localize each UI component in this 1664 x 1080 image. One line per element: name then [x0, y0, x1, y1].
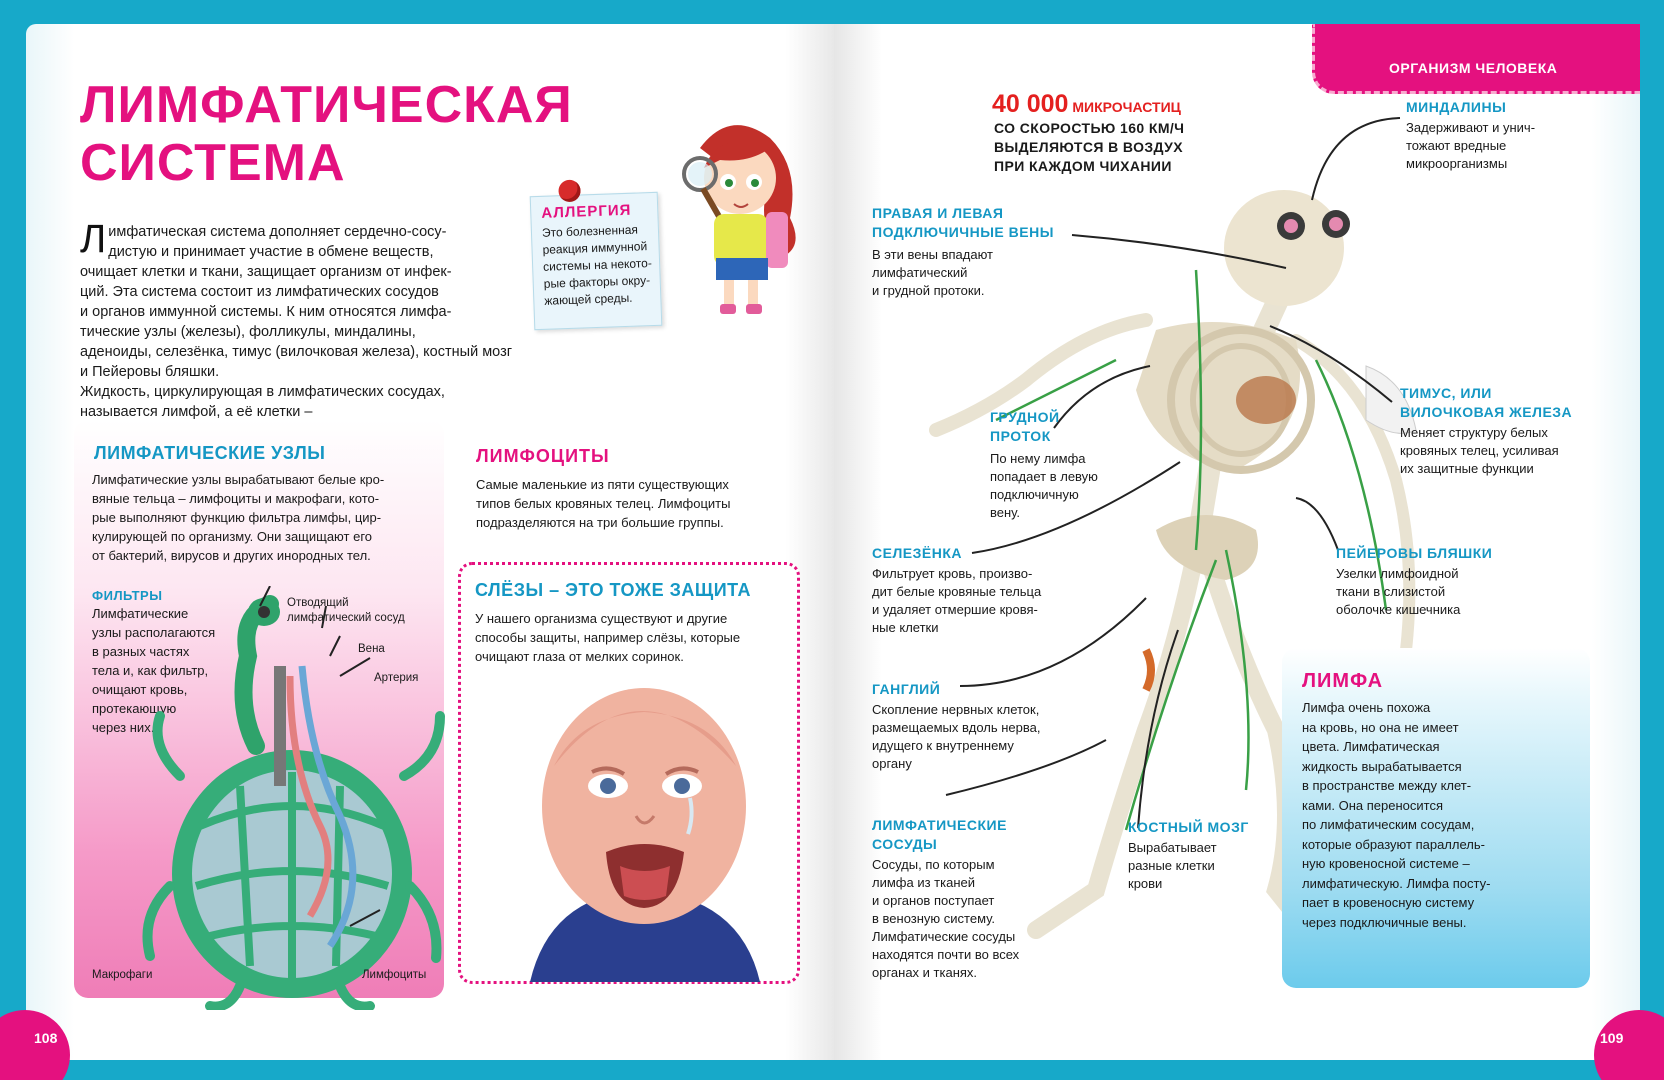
vessels-line: находятся почти во всех: [872, 947, 1020, 962]
intro-line: и органов иммунной системы. К ним относятся лимфа-: [80, 304, 452, 320]
callout-spleen: СЕЛЕЗЁНКА Фильтрует кровь, произво- дит белые кровяные тельца и удаляет отмершие кровя- ные клетки: [872, 544, 1092, 637]
lymph-panel: ЛИМФА Лимфа очень похожа на кровь, но она не имеет цвета. Лимфатическая жидкость вырабатывается в пространстве между клет- ками. Она переносится по лимфатическим сосудам, которые образуют параллель- ную кровеносной системе – лимфатическую. Лимфа посту- пает в кровеносную систему через подключичные вены.: [1282, 648, 1590, 988]
tears-line: способы защиты, например слёзы, которые: [475, 630, 741, 645]
allergy-line: рые факторы окру-: [543, 273, 651, 291]
section-tab-label: ОРГАНИЗМ ЧЕЛОВЕКА: [1389, 60, 1558, 76]
callout-thymus: ТИМУС, ИЛИ ВИЛОЧКОВАЯ ЖЕЛЕЗА Меняет структуру белых кровяных телец, усиливая их защитные функции: [1400, 384, 1600, 478]
intro-line: Жидкость, циркулирующая в лимфатических сосудах, называется лимфой, а её клетки –: [80, 384, 445, 420]
lymph-line: на кровь, но она не имеет: [1302, 719, 1459, 735]
ganglion-line: идущего к внутреннему: [872, 738, 1014, 753]
vessels-line: Лимфатические сосуды: [872, 929, 1016, 944]
lymph-line: через подключичные вены.: [1302, 914, 1467, 930]
allergy-line: Это болезненная: [541, 222, 639, 240]
allergy-line: жающей среды.: [544, 290, 633, 308]
marrow-line: крови: [1128, 876, 1163, 891]
marrow-line: разные клетки: [1128, 858, 1215, 873]
section-tab: [1312, 24, 1640, 94]
spleen-line: ные клетки: [872, 620, 939, 635]
callout-peyer: ПЕЙЕРОВЫ БЛЯШКИ Узелки лимфоидной ткани в слизистой оболочке кишечника: [1336, 544, 1526, 619]
label-lymphocytes: Лимфоциты: [362, 969, 427, 981]
lymph-line: в пространстве между клет-: [1302, 778, 1472, 793]
lymph-line: по лимфатическим сосудам,: [1302, 817, 1475, 832]
peyer-line: Узелки лимфоидной: [1336, 566, 1459, 581]
lymph-line: Лимфа очень похожа: [1302, 700, 1431, 715]
filters-line: узлы располагаются: [92, 625, 216, 640]
crying-baby-photo: [510, 676, 772, 982]
intro-line: ций. Эта система состоит из лимфатических сосудов: [80, 284, 439, 300]
intro-line: аденоиды, селезёнка, тимус (вилочковая железа), костный мозг и Пейеровы бляшки.: [80, 344, 513, 380]
callout-thoracic-duct: ГРУДНОЙ ПРОТОК По нему лимфа попадает в левую подключичную вену.: [990, 408, 1130, 522]
ganglion-line: Скопление нервных клеток,: [872, 702, 1040, 717]
thymus-line: кровяных телец, усиливая: [1400, 443, 1559, 458]
vessels-line: органах и тканях.: [872, 965, 978, 980]
page-number-left: 108: [0, 1010, 70, 1080]
tonsils-line: тожают вредные: [1406, 138, 1507, 153]
allergy-line: системы на некото-: [542, 256, 653, 274]
tonsils-line: микроорганизмы: [1406, 156, 1508, 171]
thymus-line: Меняет структуру белых: [1400, 425, 1548, 440]
lymph-line: которые образуют параллель-: [1302, 836, 1485, 852]
lymph-line: ками. Она переносится: [1302, 797, 1444, 813]
lymph-nodes-line: рые выполняют функцию фильтра лимфы, цир-: [92, 510, 382, 525]
callout-ganglion: ГАНГЛИЙ Скопление нервных клеток, размещаемых вдоль нерва, идущего к внутреннему органу: [872, 680, 1092, 773]
ganglion-line: размещаемых вдоль нерва,: [872, 720, 1041, 735]
tonsils-line: Задерживают и унич-: [1406, 120, 1536, 135]
page-title: ЛИМФАТИЧЕСКАЯ СИСТЕМА: [80, 76, 573, 192]
sneeze-fact: 40 000 МИКРОЧАСТИЦ СО СКОРОСТЬЮ 160 КМ/Ч ВЫДЕЛЯЮТСЯ В ВОЗДУХ ПРИ КАЖДОМ ЧИХАНИИ: [992, 90, 1232, 176]
drop-cap: Л: [80, 217, 107, 261]
spleen-line: дит белые кровяные тельца: [872, 584, 1042, 599]
allergy-line: реакция иммунной: [542, 239, 648, 257]
lymph-nodes-line: Лимфатические узлы вырабатывают белые кро-: [92, 472, 385, 487]
sneeze-line: СО СКОРОСТЬЮ 160 КМ/Ч: [994, 120, 1185, 136]
lymph-line: жидкость вырабатывается: [1302, 758, 1462, 774]
tears-panel: СЛЁЗЫ – ЭТО ТОЖЕ ЗАЩИТА У нашего организма существуют и другие способы защиты, например слёзы, которые очищают глаза от мелких соринок.: [458, 562, 800, 984]
marrow-line: Вырабатывает: [1128, 840, 1217, 855]
lymph-nodes-line: вяные тельца – лимфоциты и макрофаги, кото-: [92, 491, 380, 506]
veins-line: лимфатический: [872, 265, 968, 280]
spleen-line: и удаляет отмершие кровя-: [872, 602, 1038, 617]
lymphocytes-line: подразделяются на три большие группы.: [476, 515, 724, 530]
spleen-line: Фильтрует кровь, произво-: [872, 566, 1033, 581]
callout-lymph-vessels: ЛИМФАТИЧЕСКИЕ СОСУДЫ Сосуды, по которым лимфа из тканей и органов поступает в венозную систему. Лимфатические сосуды находятся почти во всех органах и тканях.: [872, 816, 1072, 982]
callout-subclavian-veins: ПРАВАЯ И ЛЕВАЯ ПОДКЛЮЧИЧНЫЕ ВЕНЫ В эти вены впадают лимфатический и грудной протоки.: [872, 204, 1072, 300]
veins-line: В эти вены впадают: [872, 247, 993, 262]
thymus-line: их защитные функции: [1400, 461, 1534, 476]
intro-line: тические узлы (железы), фолликулы, миндалины,: [80, 324, 416, 340]
peyer-line: ткани в слизистой: [1336, 584, 1446, 599]
label-artery: Артерия: [374, 672, 419, 684]
vessels-line: и органов поступает: [872, 893, 995, 908]
peyer-line: оболочке кишечника: [1336, 602, 1461, 617]
intro-line: имфатическая система дополняет сердечно-сосу-: [108, 224, 447, 240]
lymphocytes-line: типов белых кровяных телец. Лимфоциты: [476, 496, 731, 511]
page-number-right: 109: [1594, 1010, 1664, 1080]
lymphocytes-section: ЛИМФОЦИТЫ Самые маленькие из пяти существующих типов белых кровяных телец. Лимфоциты подразделяются на три большие группы.: [476, 446, 816, 532]
sneeze-line: ПРИ КАЖДОМ ЧИХАНИИ: [994, 158, 1172, 174]
lymph-node-illustration: [140, 586, 450, 1010]
pushpin-icon: [558, 180, 581, 203]
callout-bone-marrow: КОСТНЫЙ МОЗГ Вырабатывает разные клетки крови: [1128, 818, 1278, 893]
lymph-nodes-line: кулирующей по организму. Они защищают его: [92, 529, 373, 544]
filters-line: Лимфатические: [92, 606, 189, 621]
callout-tonsils: МИНДАЛИНЫ Задерживают и унич- тожают вредные микроорганизмы: [1406, 98, 1576, 173]
vessels-line: лимфа из тканей: [872, 875, 975, 890]
vessels-line: Сосуды, по которым: [872, 857, 995, 872]
veins-line: и грудной протоки.: [872, 283, 985, 298]
girl-with-magnifier-illustration: [640, 108, 820, 324]
duct-line: вену.: [990, 505, 1020, 520]
allergy-note: АЛЛЕРГИЯ Это болезненная реакция иммунной системы на некото- рые факторы окру- жающей среды.: [530, 192, 663, 330]
lymph-line: лимфатическую. Лимфа посту-: [1302, 875, 1491, 891]
lymph-line: цвета. Лимфатическая: [1302, 739, 1440, 754]
duct-line: По нему лимфа: [990, 451, 1086, 466]
intro-line: дистую и принимает участие в обмене веществ,: [108, 244, 434, 260]
tears-line: У нашего организма существуют и другие: [475, 611, 728, 626]
lymph-nodes-panel: ЛИМФАТИЧЕСКИЕ УЗЛЫ Лимфатические узлы вырабатывают белые кро- вяные тельца – лимфоциты и макрофаги, кото- рые выполняют функцию фильтра лимфы, цир- кулирующей по организму. Они защищают его от бактерий, вирусов и других инородных тел. ФИЛЬТРЫ Лимфатические узлы располагаются в разных частях тела и, как фильтр, очищают кровь, протекающую через них.: [74, 420, 444, 998]
lymph-line: пает в кровеносную систему: [1302, 895, 1475, 910]
lymph-nodes-line: от бактерий, вирусов и других инородных тел.: [92, 548, 371, 563]
duct-line: попадает в левую: [990, 469, 1098, 484]
lymphocytes-line: Самые маленькие из пяти существующих: [476, 477, 729, 492]
filters-line: очищают кровь,: [92, 682, 188, 697]
filters-line: в разных частях: [92, 644, 190, 659]
filters-line: протекающую: [92, 701, 177, 716]
label-outgoing-vessel: Отводящий лимфатический сосуд: [287, 597, 405, 624]
filters-line: тела и, как фильтр,: [92, 663, 209, 678]
label-vein: Вена: [358, 643, 385, 655]
filters-line: через них.: [92, 720, 155, 735]
vessels-line: в венозную систему.: [872, 911, 995, 926]
ganglion-line: органу: [872, 756, 912, 771]
lymph-line: ную кровеносной системе –: [1302, 856, 1470, 871]
sneeze-line: ВЫДЕЛЯЮТСЯ В ВОЗДУХ: [994, 139, 1183, 155]
duct-line: подключичную: [990, 487, 1079, 502]
intro-text: [80, 217, 520, 442]
tears-line: очищают глаза от мелких соринок.: [475, 649, 684, 664]
label-macrophages: Макрофаги: [92, 969, 153, 981]
intro-line: очищает клетки и ткани, защищает организм от инфек-: [80, 264, 452, 280]
